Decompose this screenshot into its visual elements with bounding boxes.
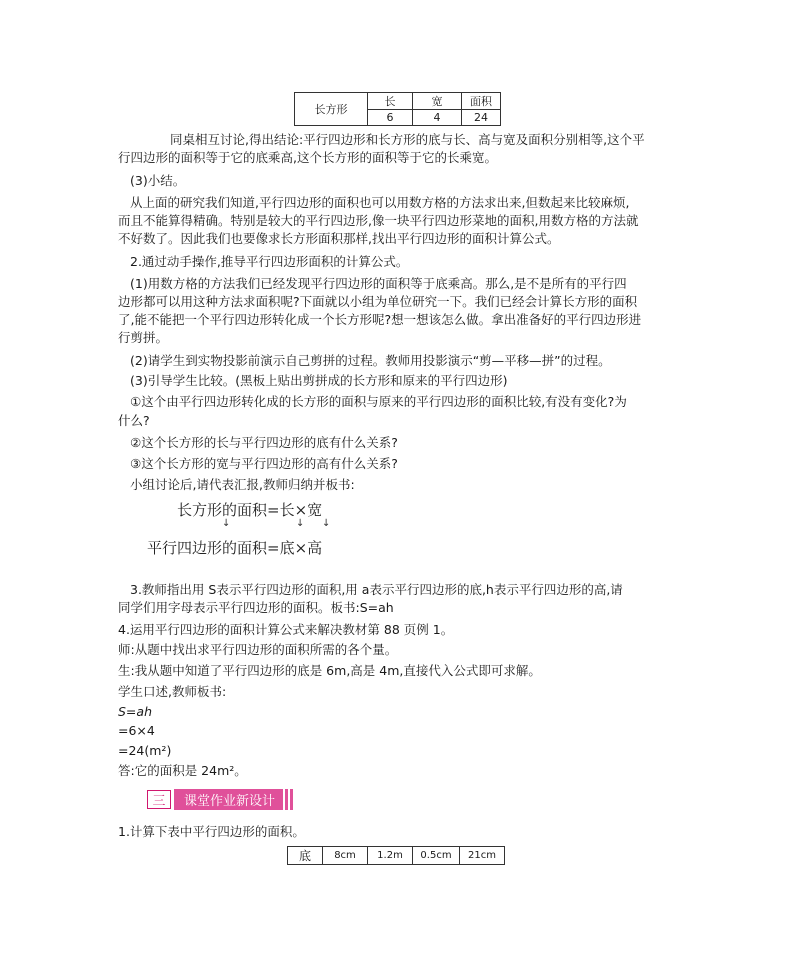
- arrow-down-icon: ↓: [222, 518, 231, 529]
- exercise-table: [287, 846, 505, 865]
- table-cell: 8cm: [323, 847, 368, 865]
- paragraph-line: 4.运用平行四边形的面积计算公式来解决教材第 88 页例 1。: [118, 622, 454, 637]
- paragraph-line: 从上面的研究我们知道,平行四边形的面积也可以用数方格的方法求出来,但数起来比较麻烦,: [130, 195, 630, 210]
- table-cell: 21cm: [460, 847, 505, 865]
- paragraph-line: 不好数了。因此我们也要像求长方形面积那样,找出平行四边形的面积计算公式。: [118, 231, 560, 246]
- table-cell: 6: [368, 110, 413, 126]
- table-cell: 24: [462, 110, 501, 126]
- paragraph-line: 了,能不能把一个平行四边形转化成一个长方形呢?想一想该怎么做。拿出准备好的平行四边形进: [118, 312, 642, 327]
- paragraph-line: (3)引导学生比较。(黑板上贴出剪拼成的长方形和原来的平行四边形): [130, 373, 508, 388]
- paragraph-line: 同桌相互讨论,得出结论:平行四边形和长方形的底与长、高与宽及面积分别相等,这个平: [170, 132, 645, 147]
- paragraph-line: 什么?: [118, 413, 150, 428]
- arrow-down-icon: ↓: [296, 518, 305, 529]
- answer-line: 答:它的面积是 24m²。: [118, 763, 247, 778]
- paragraph-line: (2)请学生到实物投影前演示自己剪拼的过程。教师用投影演示“剪—平移—拼”的过程。: [130, 353, 611, 368]
- section-title: 课堂作业新设计: [174, 789, 283, 810]
- paragraph-line: 3.教师指出用 S表示平行四边形的面积,用 a表示平行四边形的底,h表示平行四边形的高,请: [130, 582, 623, 597]
- paragraph-line: (3)小结。: [130, 173, 186, 188]
- paragraph-line: 同学们用字母表示平行四边形的面积。板书:S=ah: [118, 600, 394, 615]
- paragraph-line: 而且不能算得精确。特别是较大的平行四边形,像一块平行四边形菜地的面积,用数方格的方法就: [118, 213, 639, 228]
- paragraph-line: 行剪拼。: [118, 330, 169, 345]
- banner-stripe: [290, 789, 293, 810]
- table-header-cell: 面积: [462, 93, 501, 110]
- paragraph-line: 边形都可以用这种方法求面积呢?下面就以小组为单位研究一下。我们已经会计算长方形的面积: [118, 294, 638, 309]
- paragraph-line: ②这个长方形的长与平行四边形的底有什么关系?: [130, 435, 398, 450]
- paragraph-line: 学生口述,教师板书:: [118, 684, 227, 699]
- paragraph-line: (1)用数方格的方法我们已经发现平行四边形的面积等于底乘高。那么,是不是所有的平行四: [130, 276, 627, 291]
- table-cell: 4: [413, 110, 462, 126]
- formula-step: =6×4: [118, 723, 155, 738]
- paragraph-line: 小组讨论后,请代表汇报,教师归纳并板书:: [130, 477, 355, 492]
- table-header-cell: 长方形: [295, 93, 368, 126]
- formula-parallelogram: 平行四边形的面积=底×高: [147, 539, 323, 557]
- formula-step: S=ah: [118, 704, 152, 719]
- formula-rectangle: 长方形的面积=长×宽: [177, 501, 323, 519]
- exercise-title: 1.计算下表中平行四边形的面积。: [118, 824, 305, 839]
- paragraph-line: ①这个由平行四边形转化成的长方形的面积与原来的平行四边形的面积比较,有没有变化?为: [130, 394, 627, 409]
- paragraph-line: ③这个长方形的宽与平行四边形的高有什么关系?: [130, 456, 398, 471]
- arrow-down-icon: ↓: [322, 518, 331, 529]
- paragraph-line: 2.通过动手操作,推导平行四边形面积的计算公式。: [130, 254, 409, 269]
- rectangle-table: [294, 92, 501, 126]
- section-number: 三: [147, 790, 171, 809]
- paragraph-line: 行四边形的面积等于它的底乘高,这个长方形的面积等于它的长乘宽。: [118, 150, 497, 165]
- table-header-cell: 长: [368, 93, 413, 110]
- section-banner: [147, 789, 293, 810]
- table-header-cell: 宽: [413, 93, 462, 110]
- formula-step: =24(m²): [118, 743, 172, 758]
- table-cell: 0.5cm: [413, 847, 460, 865]
- paragraph-line: 师:从题中找出求平行四边形的面积所需的各个量。: [118, 642, 398, 657]
- paragraph-line: 生:我从题中知道了平行四边形的底是 6m,高是 4m,直接代入公式即可求解。: [118, 663, 541, 678]
- table-cell: 1.2m: [368, 847, 413, 865]
- table-header-cell: 底: [288, 847, 323, 865]
- banner-stripe: [285, 789, 288, 810]
